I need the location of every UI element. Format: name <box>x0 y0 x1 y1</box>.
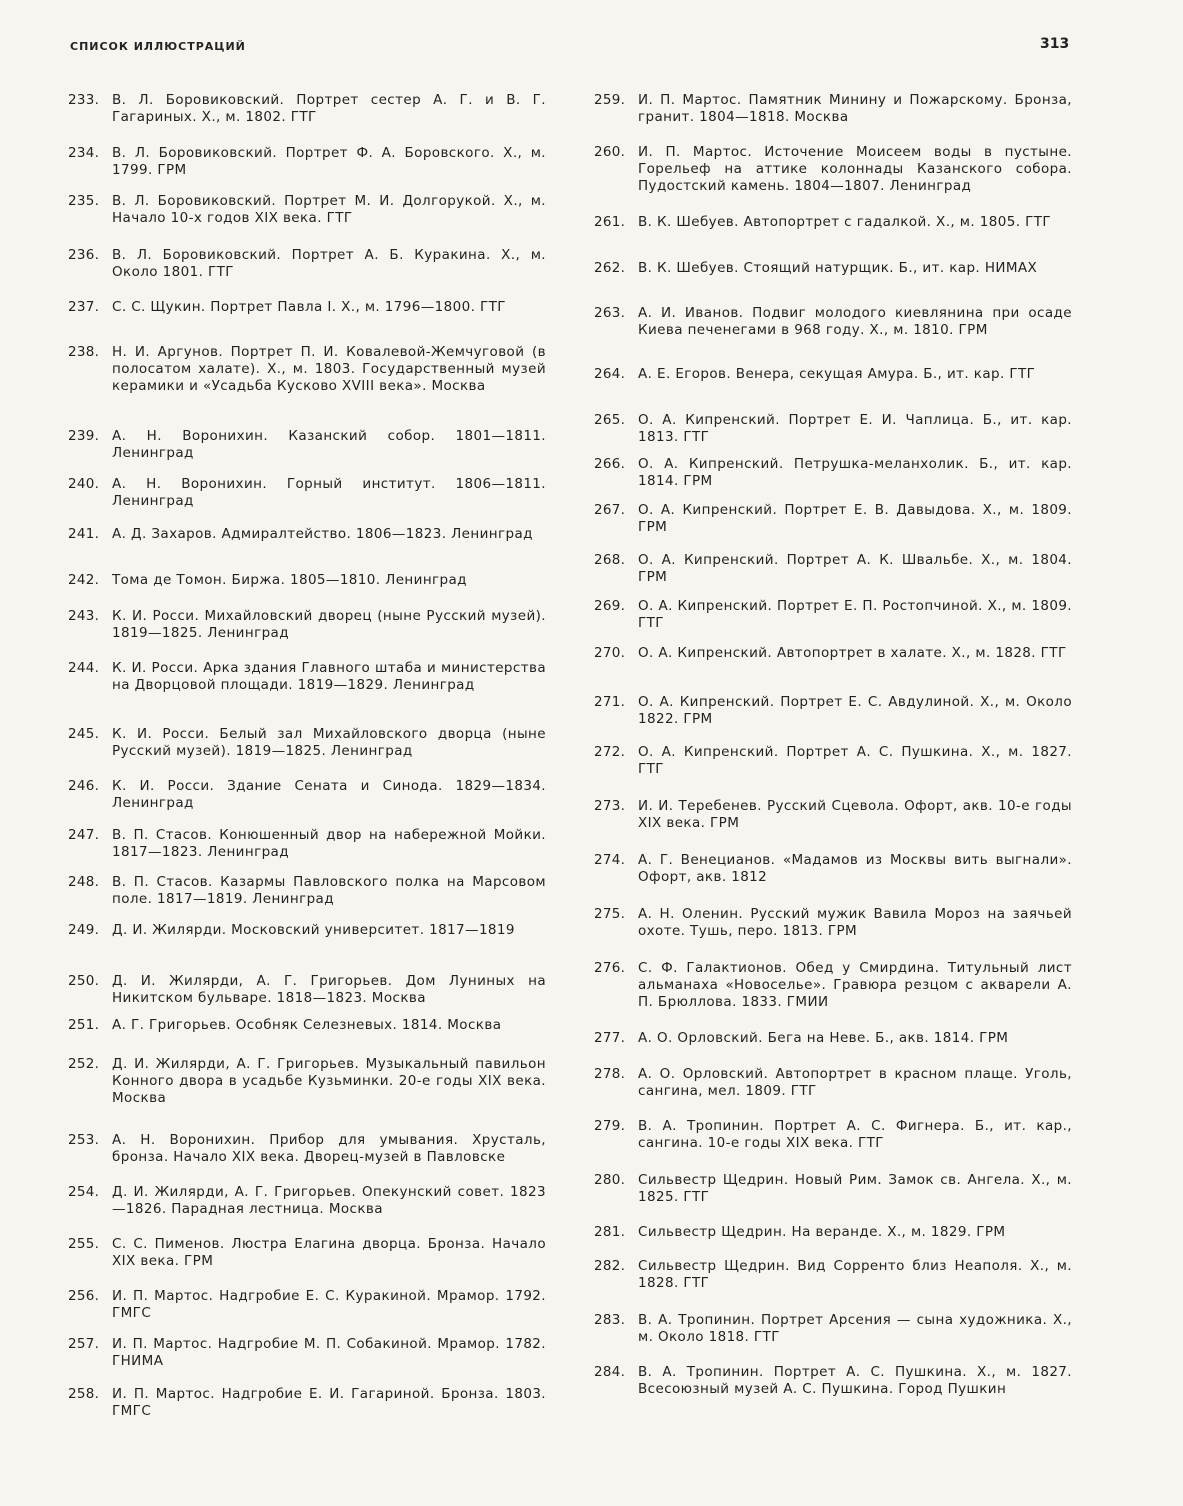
list-item <box>68 1386 546 1420</box>
list-item <box>68 247 546 281</box>
entry-number: 235. <box>68 193 100 209</box>
entry-text: И. П. Мартос. Надгробие М. П. Собакиной. Мрамор. 1782. ГНИМА <box>112 1336 546 1369</box>
list-item <box>68 428 546 462</box>
list-item <box>68 145 546 179</box>
entry-number: 259. <box>594 92 626 108</box>
entry-number: 237. <box>68 299 100 315</box>
list-item <box>68 572 546 589</box>
entry-text: В. Л. Боровиковский. Портрет М. И. Долгорукой. Х., м. Начало 10-х годов XIX века. ГТГ <box>112 193 546 226</box>
list-item <box>68 874 546 908</box>
list-item <box>594 744 1072 778</box>
entry-number: 242. <box>68 572 100 588</box>
entry-text: И. П. Мартос. Надгробие Е. С. Куракиной. Мрамор. 1792. ГМГС <box>112 1288 546 1321</box>
entry-text: В. П. Стасов. Казармы Павловского полка на Марсовом поле. 1817—1819. Ленинград <box>112 874 546 907</box>
list-item <box>594 456 1072 490</box>
list-item <box>68 1017 546 1034</box>
list-item <box>594 260 1072 277</box>
list-item <box>68 92 546 126</box>
list-item <box>594 852 1072 886</box>
list-item <box>68 1056 546 1107</box>
entry-number: 268. <box>594 552 626 568</box>
entry-text: Д. И. Жилярди, А. Г. Григорьев. Дом Луниных на Никитском бульваре. 1818—1823. Москва <box>112 973 546 1006</box>
list-item <box>594 412 1072 446</box>
entry-number: 276. <box>594 960 626 976</box>
list-item <box>594 1030 1072 1047</box>
entry-number: 234. <box>68 145 100 161</box>
entry-number: 265. <box>594 412 626 428</box>
entry-number: 283. <box>594 1312 626 1328</box>
entry-number: 264. <box>594 366 626 382</box>
entry-text: В. Л. Боровиковский. Портрет сестер А. Г. и В. Г. Гагариных. Х., м. 1802. ГТГ <box>112 92 546 125</box>
running-head: СПИСОК ИЛЛЮСТРАЦИЙ <box>70 40 246 53</box>
entry-number: 257. <box>68 1336 100 1352</box>
entry-number: 278. <box>594 1066 626 1082</box>
entry-number: 263. <box>594 305 626 321</box>
entry-number: 246. <box>68 778 100 794</box>
entry-number: 262. <box>594 260 626 276</box>
list-item <box>594 1312 1072 1346</box>
entry-text: О. А. Кипренский. Портрет А. К. Швальбе. Х., м. 1804. ГРМ <box>638 552 1072 585</box>
entry-text: К. И. Росси. Арка здания Главного штаба и министерства на Дворцовой площади. 1819—1829. Ленинград <box>112 660 546 693</box>
page-number: 313 <box>1040 36 1070 52</box>
entry-text: О. А. Кипренский. Портрет Е. В. Давыдова. Х., м. 1809. ГРМ <box>638 502 1072 535</box>
entry-text: И. П. Мартос. Источение Моисеем воды в пустыне. Горельеф на аттике колоннады Казанского собора. Пудостский камень. 1804—1807. Ленинград <box>638 144 1072 194</box>
entry-number: 236. <box>68 247 100 263</box>
entry-text: О. А. Кипренский. Портрет Е. С. Авдулиной. Х., м. Около 1822. ГРМ <box>638 694 1072 727</box>
entry-number: 254. <box>68 1184 100 1200</box>
entry-text: И. И. Теребенев. Русский Сцевола. Офорт, акв. 10-е годы XIX века. ГРМ <box>638 798 1072 831</box>
entry-number: 247. <box>68 827 100 843</box>
entry-text: С. С. Щукин. Портрет Павла I. Х., м. 1796—1800. ГТГ <box>112 299 506 315</box>
entry-number: 250. <box>68 973 100 989</box>
entry-text: А. Н. Оленин. Русский мужик Вавила Мороз на заячьей охоте. Тушь, перо. 1813. ГРМ <box>638 906 1072 939</box>
entry-text: Тома де Томон. Биржа. 1805—1810. Ленинград <box>112 572 467 588</box>
list-item <box>68 1132 546 1166</box>
entry-number: 245. <box>68 726 100 742</box>
entry-number: 272. <box>594 744 626 760</box>
entry-number: 271. <box>594 694 626 710</box>
list-item <box>594 1224 1072 1241</box>
entry-text: О. А. Кипренский. Портрет Е. И. Чаплица. Б., ит. кар. 1813. ГТГ <box>638 412 1072 445</box>
entry-text: К. И. Росси. Михайловский дворец (ныне Русский музей). 1819—1825. Ленинград <box>112 608 546 641</box>
entry-text: А. О. Орловский. Бега на Неве. Б., акв. 1814. ГРМ <box>638 1030 1009 1046</box>
entry-number: 284. <box>594 1364 626 1380</box>
list-item <box>68 660 546 694</box>
entry-number: 238. <box>68 344 100 360</box>
list-item <box>594 645 1072 662</box>
entry-number: 239. <box>68 428 100 444</box>
list-item <box>594 144 1072 195</box>
entry-text: В. А. Тропинин. Портрет А. С. Фигнера. Б., ит. кар., сангина. 10-е годы XIX века. ГТГ <box>638 1118 1072 1151</box>
list-item <box>68 526 546 543</box>
entry-text: Д. И. Жилярди. Московский университет. 1817—1819 <box>112 922 515 938</box>
list-item <box>68 778 546 812</box>
entry-text: Д. И. Жилярди, А. Г. Григорьев. Музыкальный павильон Конного двора в усадьбе Кузьминки. 20-е годы XIX века. Москва <box>112 1056 546 1106</box>
entry-text: А. О. Орловский. Автопортрет в красном плаще. Уголь, сангина, мел. 1809. ГТГ <box>638 1066 1072 1099</box>
entry-text: В. К. Шебуев. Стоящий натурщик. Б., ит. кар. НИМАХ <box>638 260 1038 276</box>
entry-text: Н. И. Аргунов. Портрет П. И. Ковалевой-Жемчуговой (в полосатом халате). Х., м. 1803. Государственный музей керамики и «Усадьба Кусково XVIII века». Москва <box>112 344 546 394</box>
list-item <box>594 906 1072 940</box>
entry-number: 249. <box>68 922 100 938</box>
list-item <box>594 92 1072 126</box>
list-item <box>594 598 1072 632</box>
list-item <box>68 922 546 939</box>
entry-text: В. Л. Боровиковский. Портрет А. Б. Куракина. Х., м. Около 1801. ГТГ <box>112 247 546 280</box>
entry-text: Сильвестр Щедрин. На веранде. Х., м. 1829. ГРМ <box>638 1224 1006 1240</box>
entry-number: 240. <box>68 476 100 492</box>
entry-number: 270. <box>594 645 626 661</box>
entry-number: 282. <box>594 1258 626 1274</box>
list-item <box>594 502 1072 536</box>
entry-text: И. П. Мартос. Памятник Минину и Пожарскому. Бронза, гранит. 1804—1818. Москва <box>638 92 1072 125</box>
entry-number: 248. <box>68 874 100 890</box>
list-item <box>68 193 546 227</box>
entry-text: А. Н. Воронихин. Прибор для умывания. Хрусталь, бронза. Начало XIX века. Дворец-музей в Павловске <box>112 1132 546 1165</box>
entry-text: Д. И. Жилярди, А. Г. Григорьев. Опекунский совет. 1823—1826. Парадная лестница. Москва <box>112 1184 546 1217</box>
list-item <box>68 608 546 642</box>
entry-number: 274. <box>594 852 626 868</box>
entry-text: А. Г. Венецианов. «Мадамов из Москвы вить выгнали». Офорт, акв. 1812 <box>638 852 1072 885</box>
entry-number: 261. <box>594 214 626 230</box>
list-item <box>68 344 546 395</box>
list-item <box>594 1364 1072 1398</box>
list-item <box>594 305 1072 339</box>
entry-text: И. П. Мартос. Надгробие Е. И. Гагариной. Бронза. 1803. ГМГС <box>112 1386 546 1419</box>
list-item <box>594 694 1072 728</box>
list-item <box>594 960 1072 1011</box>
entry-number: 258. <box>68 1386 100 1402</box>
entry-text: А. Г. Григорьев. Особняк Селезневых. 1814. Москва <box>112 1017 502 1033</box>
entry-text: Сильвестр Щедрин. Вид Сорренто близ Неаполя. Х., м. 1828. ГТГ <box>638 1258 1072 1291</box>
entry-number: 255. <box>68 1236 100 1252</box>
entry-text: О. А. Кипренский. Портрет А. С. Пушкина. Х., м. 1827. ГТГ <box>638 744 1072 777</box>
entry-text: К. И. Росси. Здание Сената и Синода. 1829—1834. Ленинград <box>112 778 546 811</box>
entry-number: 275. <box>594 906 626 922</box>
entry-text: А. Е. Егоров. Венера, секущая Амура. Б., ит. кар. ГТГ <box>638 366 1036 382</box>
entry-number: 260. <box>594 144 626 160</box>
entry-text: О. А. Кипренский. Петрушка-меланхолик. Б., ит. кар. 1814. ГРМ <box>638 456 1072 489</box>
list-item <box>68 1236 546 1270</box>
list-item <box>68 1184 546 1218</box>
entry-number: 241. <box>68 526 100 542</box>
entry-text: О. А. Кипренский. Автопортрет в халате. Х., м. 1828. ГТГ <box>638 645 1067 661</box>
list-item <box>594 366 1072 383</box>
list-item <box>594 552 1072 586</box>
entry-text: А. Н. Воронихин. Горный институт. 1806—1811. Ленинград <box>112 476 546 509</box>
entry-number: 251. <box>68 1017 100 1033</box>
entry-text: В. А. Тропинин. Портрет А. С. Пушкина. Х., м. 1827. Всесоюзный музей А. С. Пушкина. Город Пушкин <box>638 1364 1072 1397</box>
entry-text: А. Д. Захаров. Адмиралтейство. 1806—1823. Ленинград <box>112 526 533 542</box>
entry-text: В. А. Тропинин. Портрет Арсения — сына художника. Х., м. Около 1818. ГТГ <box>638 1312 1072 1345</box>
list-item <box>68 299 546 316</box>
entry-text: С. Ф. Галактионов. Обед у Смирдина. Титульный лист альманаха «Новоселье». Гравюра резцом с акварели А. П. Брюллова. 1833. ГМИИ <box>638 960 1072 1010</box>
list-item <box>594 1258 1072 1292</box>
entry-number: 267. <box>594 502 626 518</box>
entry-number: 256. <box>68 1288 100 1304</box>
list-item <box>68 726 546 760</box>
list-item <box>68 1288 546 1322</box>
entry-number: 273. <box>594 798 626 814</box>
entry-number: 233. <box>68 92 100 108</box>
entry-text: В. П. Стасов. Конюшенный двор на набережной Мойки. 1817—1823. Ленинград <box>112 827 546 860</box>
entry-number: 266. <box>594 456 626 472</box>
entry-number: 243. <box>68 608 100 624</box>
entry-text: Сильвестр Щедрин. Новый Рим. Замок св. Ангела. Х., м. 1825. ГТГ <box>638 1172 1072 1205</box>
entry-number: 253. <box>68 1132 100 1148</box>
entry-text: С. С. Пименов. Люстра Елагина дворца. Бронза. Начало XIX века. ГРМ <box>112 1236 546 1269</box>
entry-number: 252. <box>68 1056 100 1072</box>
list-item <box>68 476 546 510</box>
entry-text: В. Л. Боровиковский. Портрет Ф. А. Боровского. Х., м. 1799. ГРМ <box>112 145 546 178</box>
entry-text: В. К. Шебуев. Автопортрет с гадалкой. Х., м. 1805. ГТГ <box>638 214 1052 230</box>
entry-text: А. Н. Воронихин. Казанский собор. 1801—1811. Ленинград <box>112 428 546 461</box>
list-item <box>594 214 1072 231</box>
entry-number: 280. <box>594 1172 626 1188</box>
entry-number: 244. <box>68 660 100 676</box>
list-item <box>594 798 1072 832</box>
entry-number: 277. <box>594 1030 626 1046</box>
list-item <box>594 1066 1072 1100</box>
list-item <box>68 1336 546 1370</box>
entry-number: 281. <box>594 1224 626 1240</box>
entry-number: 279. <box>594 1118 626 1134</box>
entry-text: К. И. Росси. Белый зал Михайловского дворца (ныне Русский музей). 1819—1825. Ленинград <box>112 726 546 759</box>
entry-text: О. А. Кипренский. Портрет Е. П. Ростопчиной. Х., м. 1809. ГТГ <box>638 598 1072 631</box>
entry-text: А. И. Иванов. Подвиг молодого киевлянина при осаде Киева печенегами в 968 году. Х., м. 1810. ГРМ <box>638 305 1072 338</box>
list-item <box>594 1118 1072 1152</box>
list-item <box>594 1172 1072 1206</box>
list-item <box>68 973 546 1007</box>
entry-number: 269. <box>594 598 626 614</box>
list-item <box>68 827 546 861</box>
